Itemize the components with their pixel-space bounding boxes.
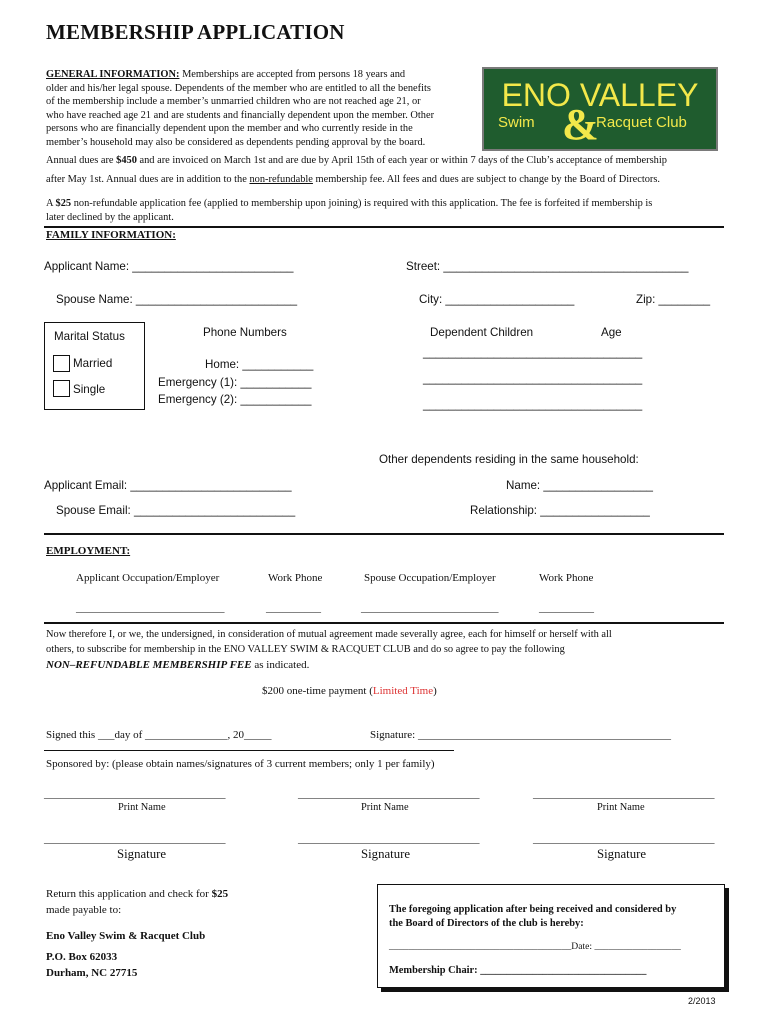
- signed-date-field[interactable]: Signed this ___day of _______________, 20_____: [46, 729, 272, 741]
- dues-text: membership fee. All fees and dues are subject to change by the Board of Directors.: [312, 174, 661, 185]
- general-line: older and his/her legal spouse. Dependents of the member who are entitled to all the benefits: [46, 82, 431, 94]
- sponsor-name-line-1[interactable]: _________________________________: [44, 788, 226, 800]
- signature-label: Signature: [117, 847, 167, 861]
- dues-line-2: [46, 173, 746, 187]
- return-fee-amount: $25: [211, 888, 229, 900]
- print-name-label: Print Name: [361, 802, 409, 813]
- other-dependent-name-field[interactable]: Name: _________________: [506, 479, 653, 492]
- nonrefundable-fee-label: NON–REFUNDABLE MEMBERSHIP FEE: [46, 659, 252, 671]
- logo-racquet: Racquet Club: [596, 114, 687, 131]
- fee-amount: $25: [55, 198, 72, 209]
- city-state-zip: Durham, NC 27715: [46, 967, 138, 979]
- dues-text: Annual dues are: [46, 155, 117, 166]
- fee-block: [46, 197, 746, 224]
- club-logo: [482, 67, 718, 151]
- divider: [44, 533, 724, 535]
- logo-swim: Swim: [498, 114, 535, 131]
- general-line: member’s household may also be considered as dependents pending approval by the board.: [46, 136, 426, 148]
- sponsor-signature-line-3[interactable]: _________________________________: [533, 833, 715, 845]
- dependent-children-label: Dependent Children: [430, 326, 534, 339]
- divider: [44, 622, 724, 624]
- signature-label: Signature: [597, 847, 647, 861]
- return-text: Return this application and check for: [46, 888, 212, 900]
- fee-text: later declined by the applicant.: [46, 211, 174, 223]
- return-instructions: [46, 888, 228, 900]
- fee-declaration: [46, 659, 309, 671]
- dues-text: and are invoiced on March 1st and are due by April 15th of each year or within 7 days of the Club’s acceptance of membership: [136, 155, 667, 166]
- zip-field[interactable]: Zip: ________: [636, 293, 711, 306]
- spouse-occupation-field[interactable]: _________________________: [361, 602, 499, 614]
- agreement-line: others, to subscribe for membership in the ENO VALLEY SWIM & RACQUET CLUB and do so agree to pay the following: [46, 643, 565, 655]
- board-text-1: The foregoing application after being received and considered by: [389, 904, 677, 915]
- membership-chair-field[interactable]: Membership Chair: ________________________________: [389, 965, 647, 976]
- fee-text: A: [46, 198, 56, 209]
- spouse-work-phone-label: Work Phone: [539, 572, 594, 584]
- dependent-line[interactable]: __________________________________: [423, 398, 643, 411]
- phone-numbers-label: Phone Numbers: [203, 326, 287, 339]
- limited-time-text: Limited Time: [372, 685, 434, 697]
- applicant-occupation-label: Applicant Occupation/Employer: [76, 572, 220, 584]
- general-line: of the membership include a member’s unmarried children who are not reached age 21, or: [46, 96, 421, 108]
- married-checkbox[interactable]: [53, 355, 70, 372]
- single-checkbox[interactable]: [53, 380, 70, 397]
- applicant-name-field[interactable]: Applicant Name: _________________________: [44, 260, 294, 273]
- board-date-line[interactable]: ______________________________________Date: __________________: [389, 941, 681, 952]
- fee-tail: as indicated.: [251, 659, 310, 671]
- dues-text: after May 1st. Annual dues are in addition to the: [46, 174, 250, 185]
- other-dependents-label: Other dependents residing in the same household:: [379, 453, 639, 466]
- emergency1-field[interactable]: Emergency (1): ___________: [158, 376, 312, 389]
- sponsor-signature-line-1[interactable]: _________________________________: [44, 833, 226, 845]
- employment-heading: EMPLOYMENT:: [46, 545, 131, 557]
- general-line: Memberships are accepted from persons 18 years and: [182, 69, 406, 80]
- general-line: persons who are financially dependent upon the member and who currently reside in the: [46, 123, 413, 135]
- board-bottom-line: _____________________________________: [389, 983, 567, 994]
- signature-field[interactable]: Signature: ______________________________________________: [370, 729, 671, 741]
- divider: [44, 226, 724, 228]
- board-text-2: the Board of Directors of the club is hereby:: [389, 918, 584, 929]
- payment-line: [262, 685, 437, 697]
- spouse-name-field[interactable]: Spouse Name: _________________________: [56, 293, 298, 306]
- agreement-text: [46, 628, 746, 656]
- non-refundable-text: non-refundable: [249, 174, 313, 185]
- city-field[interactable]: City: ____________________: [419, 293, 575, 306]
- sponsor-name-line-2[interactable]: _________________________________: [298, 788, 480, 800]
- spouse-occupation-label: Spouse Occupation/Employer: [364, 572, 496, 584]
- home-phone-field[interactable]: Home: ___________: [205, 358, 314, 371]
- general-info-heading: GENERAL INFORMATION:: [46, 69, 180, 80]
- general-line: who have reached age 21 and are students and financially dependent upon the member. Other: [46, 109, 435, 121]
- dependent-line[interactable]: __________________________________: [423, 372, 643, 385]
- po-box: P.O. Box 62033: [46, 951, 118, 963]
- applicant-work-phone-field[interactable]: __________: [266, 602, 321, 614]
- work-phone-label: Work Phone: [268, 572, 323, 584]
- dues-amount: $450: [116, 155, 137, 166]
- family-info-heading: FAMILY INFORMATION:: [46, 229, 176, 241]
- sponsor-name-line-3[interactable]: _________________________________: [533, 788, 715, 800]
- signature-label: Signature: [361, 847, 411, 861]
- applicant-email-field[interactable]: Applicant Email: _________________________: [44, 479, 292, 492]
- revision-date: 2/2013: [688, 996, 716, 1006]
- married-label: Married: [73, 357, 113, 370]
- applicant-occupation-field[interactable]: ___________________________: [76, 602, 225, 614]
- dependent-line[interactable]: __________________________________: [423, 346, 643, 359]
- payment-text: ): [433, 685, 437, 697]
- marital-status-label: Marital Status: [54, 330, 125, 343]
- dues-line-1: [46, 154, 746, 168]
- spouse-work-phone-field[interactable]: __________: [539, 602, 594, 614]
- print-name-label: Print Name: [118, 802, 166, 813]
- print-name-label: Print Name: [597, 802, 645, 813]
- fee-text: non-refundable application fee (applied to membership upon joining) is required with this application. The fee is forfeited if membership is: [71, 198, 653, 209]
- street-field[interactable]: Street: ______________________________________: [406, 260, 689, 273]
- single-label: Single: [73, 383, 106, 396]
- agreement-line: Now therefore I, or we, the undersigned, in consideration of mutual agreement made severally agree, each for himself or herself with all: [46, 629, 612, 640]
- sponsored-by-text: Sponsored by: (please obtain names/signatures of 3 current members; only 1 per family): [46, 758, 435, 770]
- logo-ampersand: &: [562, 100, 599, 149]
- age-label: Age: [601, 326, 622, 339]
- payable-to-label: made payable to:: [46, 904, 122, 916]
- divider: [44, 750, 454, 751]
- spouse-email-field[interactable]: Spouse Email: _________________________: [56, 504, 296, 517]
- club-name: Eno Valley Swim & Racquet Club: [46, 930, 206, 942]
- general-info-block: [46, 68, 476, 150]
- page-title: MEMBERSHIP APPLICATION: [46, 20, 345, 44]
- sponsor-signature-line-2[interactable]: _________________________________: [298, 833, 480, 845]
- logo-title: ENO VALLEY: [501, 77, 699, 113]
- payment-text: $200 one-time payment (: [262, 685, 373, 697]
- relationship-field[interactable]: Relationship: _________________: [470, 504, 650, 517]
- emergency2-field[interactable]: Emergency (2): ___________: [158, 393, 312, 406]
